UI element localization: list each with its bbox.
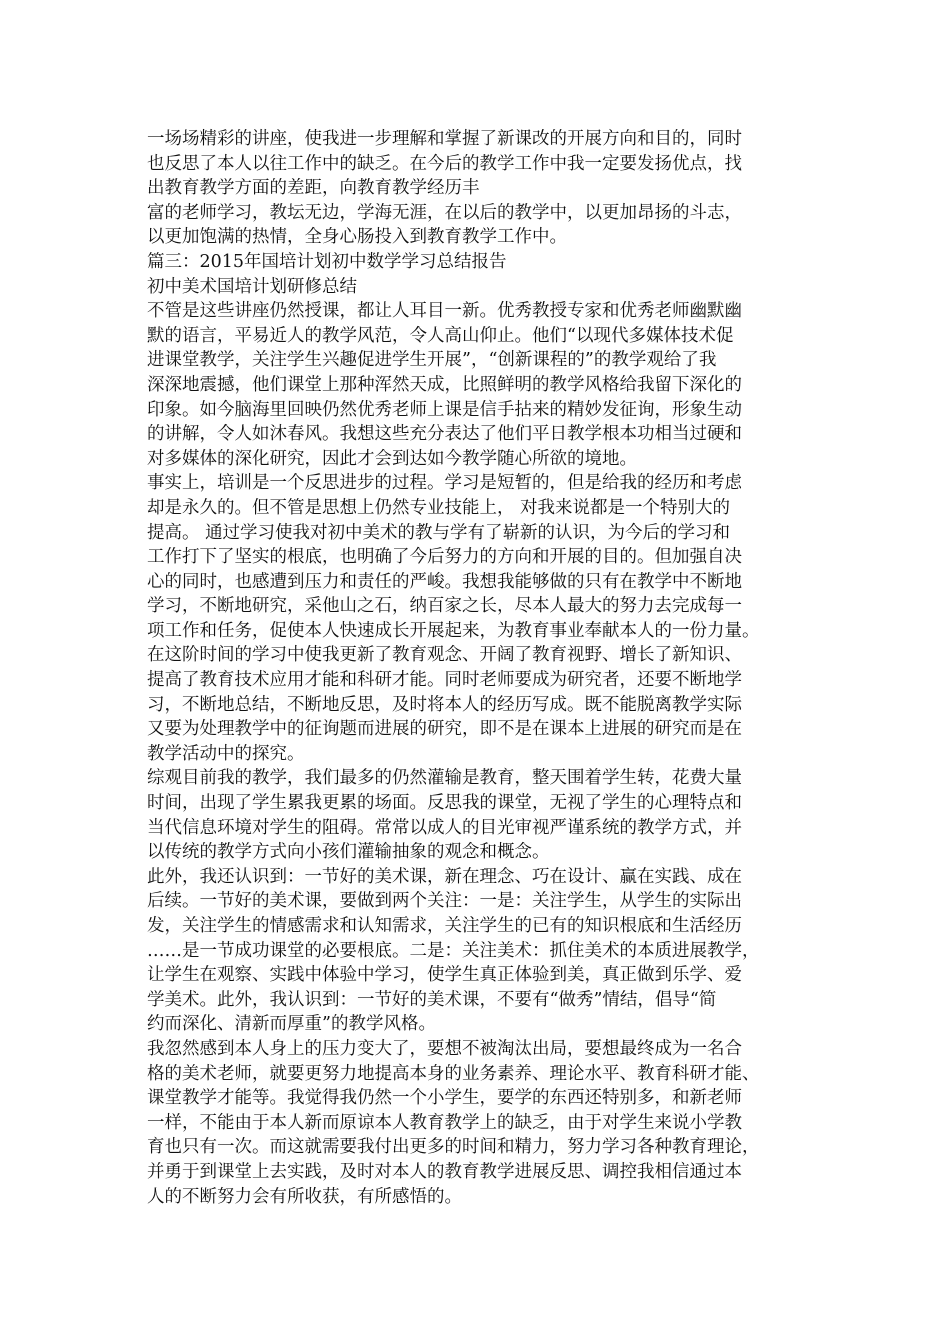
document-body (147, 127, 817, 1209)
text-line: 当代信息环境对学生的阻碍。常常以成人的目光审视严谨系统的教学方式，并 (147, 817, 742, 838)
text-line: 工作打下了坚实的根底，也明确了今后努力的方向和开展的目的。但加强自决 (147, 547, 742, 568)
text-line: 综观目前我的教学，我们最多的仍然灌输是教育，整天围着学生转，花费大量 (147, 768, 742, 789)
text-line: 出教育教学方面的差距，向教育教学经历丰 (147, 178, 480, 199)
text-line: 不管是这些讲座仍然授课，都让人耳目一新。优秀教授专家和优秀老师幽默幽 (147, 301, 742, 322)
text-line: 却是永久的。但不管是思想上仍然专业技能上， 对我来说都是一个特别大的 (147, 497, 731, 518)
text-line: 深深地震撼，他们课堂上那种浑然天成，比照鲜明的教学风格给我留下深化的 (147, 374, 742, 395)
text-line: 学美术。此外，我认识到：一节好的美术课，不要有“做秀”情结，倡导“简 (147, 989, 717, 1010)
text-line: ……是一节成功课堂的必要根底。二是：关注美术：抓住美术的本质进展教学， (147, 940, 760, 961)
text-line: 心的同时，也感遭到压力和责任的严峻。我想我能够做的只有在教学中不断地 (147, 571, 742, 592)
text-line: 在这阶时间的学习中使我更新了教育观念、开阔了教育视野、增长了新知识、 (147, 645, 742, 666)
text-line: 并勇于到课堂上去实践，及时对本人的教育教学进展反思、调控我相信通过本 (147, 1161, 742, 1182)
text-line: 习，不断地总结，不断地反思，及时将本人的经历写成。既不能脱离教学实际 (147, 694, 742, 715)
text-line: 一样，不能由于本人新而原谅本人教育教学上的缺乏，由于对学生来说小学教 (147, 1112, 742, 1133)
text-line: 让学生在观察、实践中体验中学习，使学生真正体验到美，真正做到乐学、爱 (147, 965, 742, 986)
text-line: 发，关注学生的情感需求和认知需求，关注学生的已有的知识根底和生活经历 (147, 916, 742, 936)
text-line: 育也只有一次。而这就需要我付出更多的时间和精力，努力学习各种教育理论， (147, 1137, 760, 1158)
text-line: 事实上，培训是一个反思进步的过程。学习是短暂的，但是给我的经历和考虑 (147, 473, 742, 494)
text-line: 印象。如今脑海里回映仍然优秀老师上课是信手拈来的精妙发征询，形象生动 (147, 399, 742, 420)
text-line: 项工作和任务，促使本人快速成长开展起来，为教育事业奉献本人的一份力量。 (147, 620, 760, 641)
text-line: 又要为处理教学中的征询题而进展的研究，即不是在课本上进展的研究而是在 (147, 719, 742, 740)
text-line: 人的不断努力会有所收获，有所感悟的。 (147, 1186, 462, 1207)
text-line: 提高。 通过学习使我对初中美术的教与学有了崭新的认识，为今后的学习和 (147, 522, 731, 543)
section-subheading: 初中美术国培计划研修总结 (147, 276, 357, 297)
text-line: 我忽然感到本人身上的压力变大了，要想不被淘汰出局，要想最终成为一名合 (147, 1038, 742, 1059)
text-line: 格的美术老师，就要更努力地提高本身的业务素养、理论水平、教育科研才能、 (147, 1063, 760, 1084)
text-line: 约而深化、清新而厚重”的教学风格。 (147, 1014, 436, 1035)
text-line: 教学活动中的探究。 (147, 743, 305, 764)
text-line: 富的老师学习，教坛无边，学海无涯，在以后的教学中，以更加昂扬的斗志， (147, 202, 742, 223)
text-line: 此外，我还认识到：一节好的美术课，新在理念、巧在设计、赢在实践、成在 (147, 866, 742, 887)
text-line: 一场场精彩的讲座，使我进一步理解和掌握了新课改的开展方向和目的，同时 (147, 129, 742, 149)
text-line: 以传统的教学方式向小孩们灌输抽象的观念和概念。 (147, 842, 550, 863)
text-line: 学习，不断地研究，采他山之石，纳百家之长，尽本人最大的努力去完成每一 (147, 596, 742, 617)
text-line: 时间，出现了学生累我更累的场面。反思我的课堂，无视了学生的心理特点和 (147, 793, 742, 814)
text-line: 课堂教学才能等。我觉得我仍然一个小学生，要学的东西还特别多，和新老师 (147, 1088, 742, 1109)
text-line: 后续。一节好的美术课，要做到两个关注：一是：关注学生，从学生的实际出 (147, 891, 742, 912)
text-line: 进课堂教学，关注学生兴趣促进学生开展”，“创新课程的”的教学观给了我 (147, 350, 717, 371)
text-line: 也反思了本人以往工作中的缺乏。在今后的教学工作中我一定要发扬优点，找 (147, 153, 742, 174)
text-line: 提高了教育技术应用才能和科研才能。同时老师要成为研究者，还要不断地学 (147, 670, 742, 691)
text-line: 以更加饱满的热情，全身心肠投入到教育教学工作中。 (147, 227, 567, 248)
section-heading: 篇三：2015年国培计划初中数学学习总结报告 (147, 251, 507, 272)
text-line: 默的语言，平易近人的教学风范，令人高山仰止。他们“以现代多媒体技术促 (147, 325, 734, 346)
text-line: 对多媒体的深化研究，因此才会到达如今教学随心所欲的境地。 (147, 448, 637, 469)
text-line: 的讲解，令人如沐春风。我想这些充分表达了他们平日教学根本功相当过硬和 (147, 424, 742, 445)
